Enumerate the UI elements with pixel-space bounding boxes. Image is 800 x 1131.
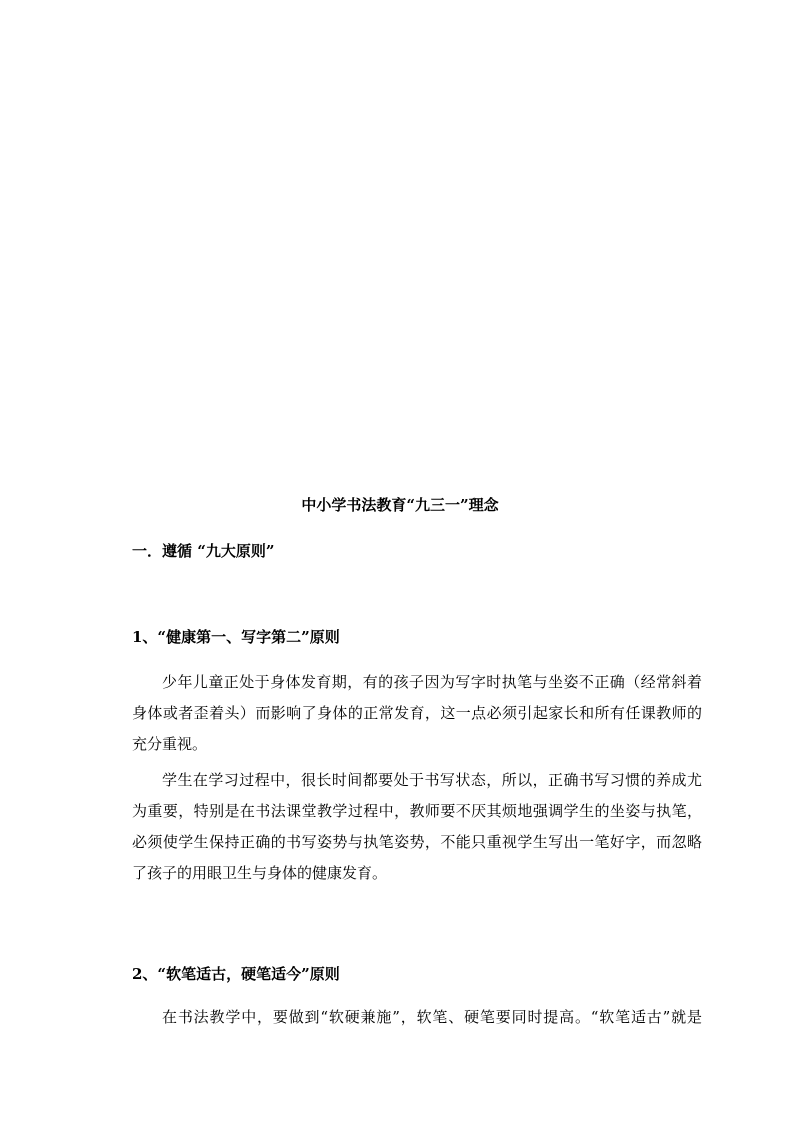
principle-1-paragraph-2 [132,765,702,889]
paragraph-line: 必须使学生保持正确的书写姿势与执笔姿势，不能只重视学生写出一笔好字，而忽略 [132,833,702,851]
principle-2-paragraph-1 [132,1002,702,1033]
section-heading-nine-principles: 一．遵循 “九大原则” [132,542,275,560]
paragraph-line: 少年儿童正处于身体发育期，有的孩子因为写字时执笔与坐姿不正确（经常斜着 [162,673,702,691]
paragraph-line: 了孩子的用眼卫生与身体的健康发育。 [132,864,388,882]
paragraph-line: 充分重视。 [132,735,208,753]
principle-1-paragraph-1 [132,667,702,760]
paragraph-line: 学生在学习过程中，很长时间都要处于书写状态，所以，正确书写习惯的养成尤 [162,771,702,789]
principle-2-heading: 2、“软笔适古，硬笔适今”原则 [132,965,340,983]
paragraph-line: 为重要，特别是在书法课堂教学过程中，教师要不厌其烦地强调学生的坐姿与执笔， [132,802,702,820]
paragraph-line: 在书法教学中，要做到“软硬兼施”，软笔、硬笔要同时提高。“软笔适古”就是 [162,1008,702,1026]
document-title: 中小学书法教育“九三一”理念 [301,496,499,514]
paragraph-line: 身体或者歪着头）而影响了身体的正常发育，这一点必须引起家长和所有任课教师的 [132,704,702,722]
principle-1-heading: 1、“健康第一、写字第二”原则 [132,628,340,646]
